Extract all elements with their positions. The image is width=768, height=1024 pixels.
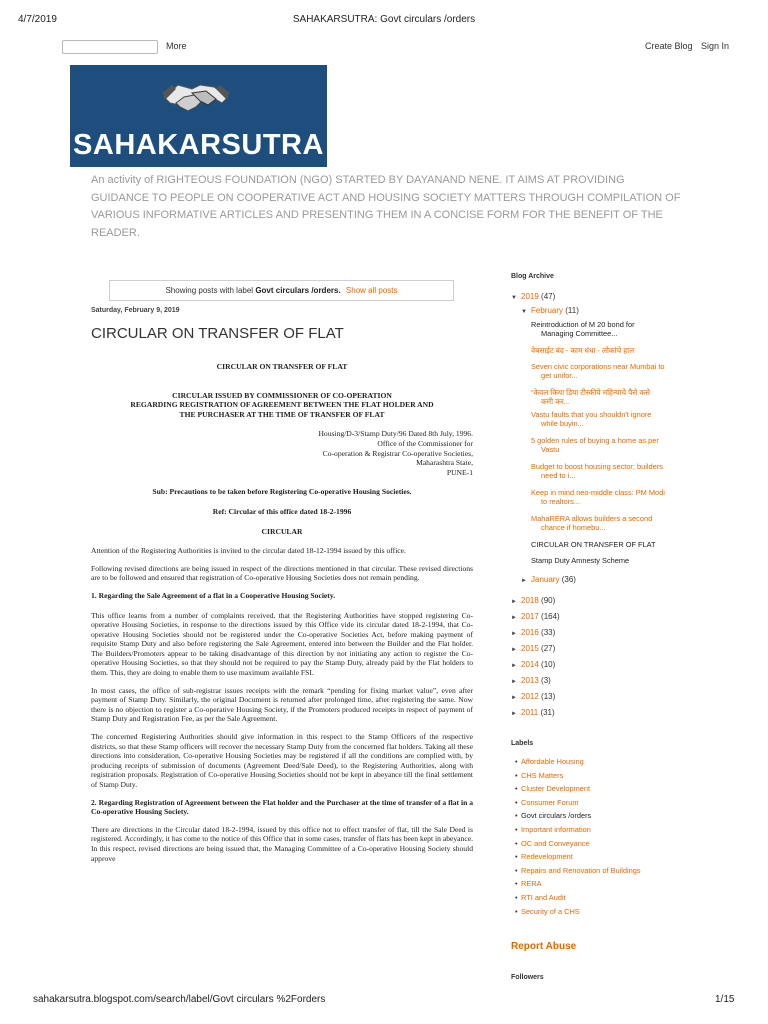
post-title[interactable]: CIRCULAR ON TRANSFER OF FLAT xyxy=(91,325,344,342)
doc-section-2: 2. Regarding Registration of Agreement between the Flat holder and the Purchaser at the time of transfer of a flat in a Co-operative Housing Society. xyxy=(91,797,473,817)
archive-count: (27) xyxy=(541,644,556,653)
archive-post-title[interactable]: 5 golden rules of buying a home as per xyxy=(531,436,659,445)
archive-post-title[interactable]: Stamp Duty Amnesty Scheme xyxy=(531,556,630,565)
archive-post-link[interactable] xyxy=(531,362,691,380)
triangle-right-icon[interactable]: ► xyxy=(511,647,517,653)
archive-count: (33) xyxy=(541,628,556,637)
triangle-down-icon[interactable]: ▼ xyxy=(521,309,527,315)
label-list-item[interactable] xyxy=(515,784,590,793)
bullet-icon: • xyxy=(515,770,518,780)
bullet-icon: • xyxy=(515,852,518,862)
doc-subheading-1: CIRCULAR ISSUED BY COMMISSIONER OF CO-OPERATION xyxy=(172,390,392,400)
archive-post-title-cont[interactable]: need to i... xyxy=(541,471,576,480)
archive-post-link[interactable] xyxy=(531,540,691,549)
doc-para-5: The concerned Registering Authorities should give information in this respect to the Stamp Officers of the respective districts, so that these Stamp officers will recover the necessary Stamp Duty from the concerned flat holders. Taking all these directions into consideration, Co-operative Housing Societies may be registered if all the conditions are complied with, by producing receipts of submission of documents (Agreement Deed/Sale Deed), to the Registering Authorities, along with registration proposals. Registration of Co-operative Housing Societies should not be kept in abeyance till the final settlement of Stamp Duty. xyxy=(91,732,473,789)
label-link[interactable]: OC and Conveyance xyxy=(521,838,590,848)
archive-year-2014[interactable] xyxy=(511,660,555,669)
doc-heading: CIRCULAR ON TRANSFER OF FLAT xyxy=(216,362,348,371)
triangle-right-icon[interactable]: ► xyxy=(511,663,517,669)
archive-count: (31) xyxy=(540,708,555,717)
label-link[interactable]: Security of a CHS xyxy=(521,906,580,916)
label-status-box xyxy=(109,280,454,301)
archive-year-label[interactable]: 2013 xyxy=(521,676,539,685)
label-list-item[interactable] xyxy=(515,798,579,807)
archive-post-title-cont[interactable]: to realtors... xyxy=(541,497,581,506)
bullet-icon: • xyxy=(515,797,518,807)
print-date: 4/7/2019 xyxy=(18,14,57,25)
status-label: Govt circulars /orders. xyxy=(255,286,341,295)
archive-count: (13) xyxy=(541,692,556,701)
archive-post-title-cont[interactable]: कमी कर... xyxy=(541,397,570,406)
doc-ref-line-4: Maharashtra State, xyxy=(416,458,473,468)
archive-post-title-cont[interactable]: Vastu xyxy=(541,445,560,454)
navbar-search-input[interactable] xyxy=(62,40,158,54)
archive-month-january[interactable] xyxy=(521,575,576,584)
archive-post-title-cont[interactable]: while buyin... xyxy=(541,419,584,428)
sign-in-link[interactable]: Sign In xyxy=(701,41,730,51)
archive-count: (10) xyxy=(541,660,556,669)
archive-post-link[interactable] xyxy=(531,436,691,454)
archive-post-title[interactable]: “केवल किया डिया टीस्कीये महिन्याचे पैसे कसे xyxy=(531,388,651,397)
archive-post-link[interactable] xyxy=(531,388,691,406)
bullet-icon: • xyxy=(515,893,518,902)
archive-year-label[interactable]: 2017 xyxy=(521,612,539,621)
triangle-down-icon[interactable]: ▼ xyxy=(511,295,517,301)
archive-year-2011[interactable] xyxy=(511,708,555,717)
status-prefix: Showing posts with label xyxy=(165,286,254,295)
archive-post-title[interactable]: Seven civic corporations near Mumbai to xyxy=(531,362,665,371)
blog-archive-title: Blog Archive xyxy=(511,273,554,280)
archive-post-link[interactable] xyxy=(531,488,691,506)
archive-year-label[interactable]: 2015 xyxy=(521,644,539,653)
doc-para-1: Attention of the Registering Authorities is invited to the circular dated 18-12-1994 issued by this office. xyxy=(91,546,406,556)
more-button[interactable]: More xyxy=(166,41,187,51)
archive-count: (3) xyxy=(541,676,551,685)
print-page-title: SAHAKARSUTRA: Govt circulars /orders xyxy=(292,14,476,25)
label-list-item[interactable] xyxy=(515,771,563,780)
archive-post-title-cont[interactable]: get unifor... xyxy=(541,371,578,380)
bullet-icon: • xyxy=(515,784,518,794)
doc-para-6: There are directions in the Circular dated 18-2-1994, issued by this office not to effect transfer of flat, till the Sale Deed is registered. Accordingly, it has come to the notice of this Office that in some cases, transfer of flats has been kept in abeyance. In this respect, revised directions are being issued that, the Managing Committee of a Co-operative Housing Society should approve xyxy=(91,824,473,863)
bullet-icon: • xyxy=(515,838,518,848)
archive-count: (47) xyxy=(541,292,556,301)
doc-sub: Sub: Precautions to be taken before Registering Co-operative Housing Societies. xyxy=(152,487,412,497)
label-list-item[interactable] xyxy=(515,879,542,888)
archive-post-title[interactable]: MahaRERA allows builders a second xyxy=(531,514,653,523)
archive-post-title[interactable]: Vastu faults that you shouldn't ignore xyxy=(531,410,652,419)
bullet-icon: • xyxy=(515,865,518,875)
triangle-right-icon[interactable]: ► xyxy=(511,631,517,637)
archive-post-title[interactable]: Keep in mind neo-middle class: PM Modi xyxy=(531,488,665,497)
bullet-icon: • xyxy=(515,825,518,834)
doc-circular: CIRCULAR xyxy=(261,526,303,536)
blogger-navbar xyxy=(0,38,768,56)
post-body xyxy=(91,362,473,863)
label-list-item[interactable] xyxy=(515,825,591,834)
label-link[interactable]: RERA xyxy=(521,879,542,889)
label-link[interactable]: Redevelopment xyxy=(521,852,573,862)
archive-year-2012[interactable] xyxy=(511,692,555,701)
archive-post-link[interactable] xyxy=(531,320,691,338)
label-link[interactable]: RTI and Audit xyxy=(521,893,566,902)
labels-title: Labels xyxy=(511,740,534,747)
doc-ref-line-5: PUNE-1 xyxy=(446,467,473,477)
label-link[interactable]: Consumer Forum xyxy=(521,797,579,807)
print-page-number: 1/15 xyxy=(715,994,735,1005)
archive-year-label[interactable]: 2016 xyxy=(521,628,539,637)
archive-year-2017[interactable] xyxy=(511,612,560,621)
doc-para-3: This office learns from a number of complaints received, that the Registering Authorities have stopped registering Co-operative Housing Societies, in response to the directions issued by this Office vide its circular dated 18-2-1994, that Co-operative Housing Societies should not be registered under the Co-operative Societies Act, before making payment of requisite Stamp Duty and also before registering the Sale Agreement, entered into between the Builder and the Flat holder. The Builders/Promoters appear to be taking disadvantage of this direction by not initiating any action to register the Co-operative Housing Societies, so that they should not be required to pay the Stamp Duty, already paid by the Flat holders to them. This, they are doing to enable them to use maximum available FSI. xyxy=(91,610,473,678)
doc-para-2: Following revised directions are being issued in respect of the directions mentioned in that circular. These revised directions are to be followed and ensured that registration of Co-operative Housing Societies does not remain pending. xyxy=(91,563,473,583)
archive-count: (11) xyxy=(565,306,579,315)
doc-section-1: 1. Regarding the Sale Agreement of a flat in a Cooperative Housing Society. xyxy=(91,590,336,600)
archive-year-label[interactable]: 2014 xyxy=(521,660,539,669)
archive-post-title-cont[interactable]: Managing Committee... xyxy=(541,329,618,338)
doc-para-4: In most cases, the office of sub-registrar issues receipts with the remark “pending for fixing market value”, even after payment of Stamp Duty. Similarly, the original Document is returned after prolonged time, after registering the same. Now there is no objection to register a Co-operative Housing Society, if the Promoters produced receipts in respect of payment of Stamp Duty and Registration Fee, as per the Sale Agreement. xyxy=(91,685,473,724)
label-link[interactable]: Repairs and Renovation of Buildings xyxy=(521,865,641,875)
archive-post-link[interactable] xyxy=(531,462,691,480)
doc-ref: Ref: Circular of this office dated 18-2-1996 xyxy=(212,506,352,516)
archive-month-february[interactable] xyxy=(521,306,579,315)
triangle-right-icon[interactable]: ► xyxy=(511,679,517,685)
show-all-posts-link[interactable]: Show all posts xyxy=(345,286,398,295)
doc-ref-line-3: Co-operation & Registrar Co-operative Societies, xyxy=(322,448,473,458)
label-list-item[interactable] xyxy=(515,907,580,916)
bullet-icon: • xyxy=(515,757,518,766)
archive-year-2018[interactable] xyxy=(511,596,555,605)
bullet-icon: • xyxy=(515,879,518,889)
triangle-right-icon[interactable]: ► xyxy=(521,578,527,584)
label-link[interactable]: Important information xyxy=(521,825,591,834)
handshake-icon xyxy=(162,75,230,119)
blog-description: An activity of RIGHTEOUS FOUNDATION (NGO) STARTED BY DAYANAND NENE. IT AIMS AT PROVIDING GUIDANCE TO PEOPLE ON COOPERATIVE ACT AND HOUSING SOCIETY MATTERS THROUGH COMPILATION OF VARIOUS INFORMATIVE ARTICLES AND PRESENTING THEM IN A CONCISE FORM FOR THE BENEFIT OF THE READER. xyxy=(91,174,681,239)
label-list-item[interactable] xyxy=(515,839,590,848)
blog-header-banner[interactable] xyxy=(70,65,327,167)
bullet-icon: • xyxy=(515,811,518,821)
archive-year-label[interactable]: 2019 xyxy=(521,292,539,301)
triangle-right-icon[interactable]: ► xyxy=(511,711,517,717)
archive-year-2016[interactable] xyxy=(511,628,555,637)
triangle-right-icon[interactable]: ► xyxy=(511,615,517,621)
archive-count: (36) xyxy=(561,575,576,584)
archive-year-2019[interactable] xyxy=(511,292,555,301)
report-abuse-link[interactable]: Report Abuse xyxy=(511,941,577,952)
archive-post-link[interactable] xyxy=(531,556,691,565)
archive-post-title[interactable]: CIRCULAR ON TRANSFER OF FLAT xyxy=(531,540,656,549)
create-blog-link[interactable]: Create Blog xyxy=(645,41,693,51)
label-list-item[interactable] xyxy=(515,893,566,902)
archive-post-link[interactable] xyxy=(531,514,691,532)
archive-post-title-cont[interactable]: chance if homebu... xyxy=(541,523,606,532)
archive-year-label[interactable]: 2018 xyxy=(521,596,539,605)
label-list-item[interactable] xyxy=(515,757,584,766)
archive-year-label[interactable]: 2012 xyxy=(521,692,539,701)
label-link[interactable]: Cluster Development xyxy=(521,784,591,794)
label-list-item[interactable] xyxy=(515,852,573,861)
archive-post-title[interactable]: वेबसाईट बंद - काम धंधा - लोकांचे हाल xyxy=(531,346,635,355)
doc-subheading-3: THE PURCHASER AT THE TIME OF TRANSFER OF FLAT xyxy=(179,409,385,419)
archive-post-link[interactable] xyxy=(531,346,691,355)
doc-ref-line-2: Office of the Commissioner for xyxy=(377,438,473,448)
triangle-right-icon[interactable]: ► xyxy=(511,695,517,701)
archive-month-label[interactable]: February xyxy=(531,306,564,315)
archive-year-label[interactable]: 2011 xyxy=(521,708,539,717)
doc-subheading-2: REGARDING REGISTRATION OF AGREEMENT BETWEEN THE FLAT HOLDER AND xyxy=(130,400,434,410)
print-url: sahakarsutra.blogspot.com/search/label/Govt circulars %2Forders xyxy=(33,994,326,1005)
doc-ref-line-1: Housing/D-3/Stamp Duty/96 Dated 8th July, 1996. xyxy=(318,429,473,439)
label-link[interactable]: Affordable Housing xyxy=(521,757,584,766)
archive-count: (164) xyxy=(541,612,560,621)
triangle-right-icon[interactable]: ► xyxy=(511,599,517,605)
bullet-icon: • xyxy=(515,906,518,916)
label-list-item[interactable] xyxy=(515,866,641,875)
archive-year-2015[interactable] xyxy=(511,644,555,653)
archive-post-link[interactable] xyxy=(531,410,691,428)
label-link[interactable]: Govt circulars /orders xyxy=(521,811,592,821)
post-date: Saturday, February 9, 2019 xyxy=(91,307,180,314)
archive-post-title[interactable]: Reintroduction of M 20 bond for xyxy=(531,320,635,329)
label-link[interactable]: CHS Matters xyxy=(521,770,564,780)
archive-count: (90) xyxy=(541,596,556,605)
site-name: SAHAKARSUTRA xyxy=(73,129,324,161)
followers-title: Followers xyxy=(511,974,544,981)
archive-year-2013[interactable] xyxy=(511,676,551,685)
archive-month-label[interactable]: January xyxy=(531,575,560,584)
label-list-item[interactable] xyxy=(515,811,591,820)
archive-post-title[interactable]: Budget to boost housing sector; builders xyxy=(531,462,663,471)
